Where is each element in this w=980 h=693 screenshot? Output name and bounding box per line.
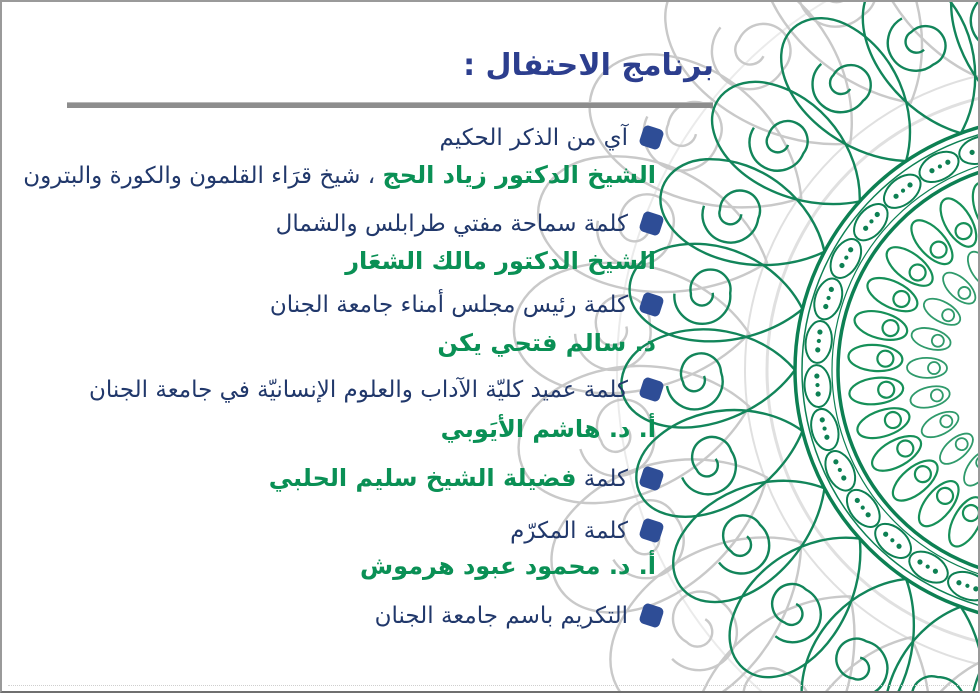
item-title: كلمة عميد كليّة الآداب والعلوم الإنسانيّة في جامعة الجنان	[88, 377, 628, 403]
bullet-icon	[638, 210, 664, 236]
program-item-dean-speech	[89, 377, 662, 403]
speaker-name: د. سالم فتحي يكن	[437, 329, 656, 357]
item-title: كلمة المكرّم	[510, 518, 628, 544]
program-item-trustees-speaker	[437, 329, 656, 357]
bullet-icon	[638, 517, 664, 543]
speaker-name: أ. د. محمود عبود هرموش	[360, 552, 656, 580]
speaker-name: الشيخ الدكتور مالك الشعَار	[345, 247, 656, 275]
program-item-dean-speaker	[441, 415, 656, 443]
program-item-mufti-speech	[276, 211, 662, 237]
program-item-recitation	[440, 125, 662, 151]
program-item-tribute	[375, 603, 662, 629]
program-item-mufti-speaker	[345, 247, 656, 275]
program-item-honoree-speaker	[360, 552, 656, 580]
footer-dotted-line	[8, 685, 972, 686]
bullet-icon	[638, 465, 664, 491]
title-divider	[67, 102, 713, 108]
bullet-icon	[638, 376, 664, 402]
program-item-trustees-speech	[270, 292, 662, 318]
program-item-honoree-speech	[510, 518, 662, 544]
bullet-icon	[638, 124, 664, 150]
item-title-highlight: فضيلة الشيخ سليم الحلبي	[268, 464, 577, 492]
item-title-prefix: كلمة	[576, 466, 628, 492]
item-title: كلمة رئيس مجلس أمناء جامعة الجنان	[269, 292, 628, 318]
page-title: برنامج الاحتفال :	[463, 48, 714, 83]
bullet-icon	[638, 291, 664, 317]
speaker-name: أ. د. هاشم الأيَوبي	[440, 415, 656, 443]
program-item-sheikh-speech	[269, 464, 662, 492]
program-item-recitation-speaker	[23, 161, 656, 189]
speaker-name: الشيخ الدكتور زياد الحج	[382, 161, 656, 189]
item-title: آي من الذكر الحكيم	[439, 125, 628, 151]
item-title: كلمة سماحة مفتي طرابلس والشمال	[275, 211, 628, 237]
bullet-icon	[638, 602, 664, 628]
speaker-description: ، شيخ قرَاء القلمون والكورة والبترون	[23, 163, 383, 189]
program-content	[2, 2, 978, 691]
item-title: التكريم باسم جامعة الجنان	[374, 603, 628, 629]
